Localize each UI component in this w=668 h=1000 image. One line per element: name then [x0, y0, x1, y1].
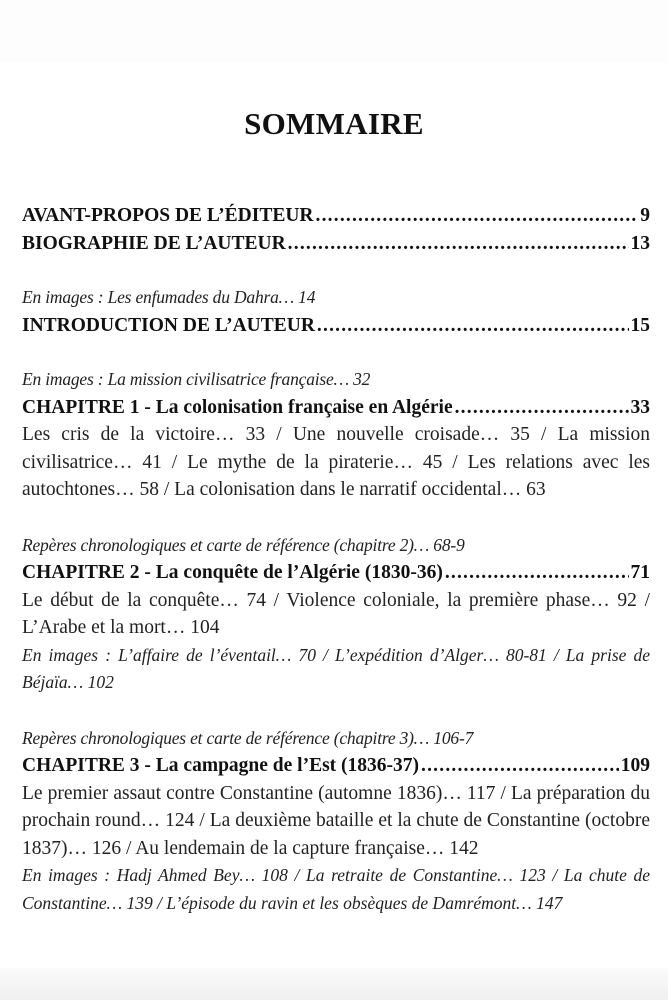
- table-of-contents: [22, 202, 650, 917]
- chapter-1-sections: Les cris de la victoire… 33 / Une nouvelle croisade… 35 / La mission civilisatrice… 41 / Le mythe de la piraterie… 45 / Les relations avec les autochtones… 58 / La colonisation dans le narratif occidental… 63: [22, 424, 650, 500]
- toc-entry-introduction[interactable]: [22, 312, 650, 340]
- toc-page-number: 109: [620, 755, 650, 776]
- toc-entry-avant-propos[interactable]: [22, 202, 650, 230]
- toc-entry-label: BIOGRAPHIE DE L’AUTEUR: [22, 232, 286, 254]
- toc-entry-label: AVANT-PROPOS DE L’ÉDITEUR: [22, 205, 314, 226]
- chapter-3-sections: Le premier assaut contre Constantine (automne 1836)… 117 / La préparation du prochain round… 124 / La deuxième bataille et la chute de Constantine (octobre 1837)… 126 / Au lendemain de la capture française… 142: [22, 782, 650, 859]
- toc-entry-label: CHAPITRE 3 - La campagne de l’Est (1836-37): [22, 755, 420, 776]
- toc-entry-chapitre-2[interactable]: [22, 559, 650, 587]
- toc-page-number: 33: [630, 396, 650, 418]
- toc-entry-chapitre-1[interactable]: [22, 394, 650, 422]
- chapter-2-pre-note: Repères chronologiques et carte de référence (chapitre 2)… 68-9: [22, 534, 465, 555]
- toc-page-number: 13: [630, 232, 650, 254]
- page-title: SOMMAIRE: [244, 106, 424, 141]
- chapter-2-images: En images : L’affaire de l’éventail… 70 / L’expédition d’Alger… 80-81 / La prise de Béjaïa… 102: [22, 644, 650, 692]
- toc-page-number: 9: [640, 205, 650, 226]
- dot-leader: [316, 202, 639, 230]
- toc-entry-chapitre-3[interactable]: [22, 752, 650, 780]
- images-note: En images : Les enfumades du Dahra… 14: [22, 287, 316, 307]
- spacer: [22, 339, 650, 366]
- chapter-2-sections: Le début de la conquête… 74 / Violence coloniale, la première phase… 92 / L’Arabe et la mort… 104: [22, 589, 650, 638]
- dot-leader: [421, 752, 619, 780]
- spacer: [22, 257, 650, 284]
- spacer: [22, 504, 650, 532]
- dot-leader: [288, 230, 629, 258]
- chapter-3-images: En images : Hadj Ahmed Bey… 108 / La retraite de Constantine… 123 / La chute de Constantine… 139 / L’épisode du ravin et les obsèques de Damrémont… 147: [22, 865, 650, 913]
- chapter-1-pre-note: En images : La mission civilisatrice française… 32: [22, 369, 371, 389]
- toc-page-number: 15: [630, 314, 650, 336]
- toc-entry-label: CHAPITRE 2 - La conquête de l’Algérie (1830-36): [22, 562, 443, 583]
- chapter-3-pre-note: Repères chronologiques et carte de référence (chapitre 3)… 106-7: [22, 727, 474, 748]
- dot-leader: [317, 312, 629, 340]
- spacer: [22, 697, 650, 725]
- page-top-margin: [0, 0, 668, 62]
- toc-page-number: 71: [630, 562, 650, 583]
- page-bottom-shadow: [0, 968, 668, 1000]
- toc-entry-biographie[interactable]: [22, 230, 650, 258]
- toc-entry-label: CHAPITRE 1 - La colonisation française en Algérie: [22, 396, 453, 418]
- dot-leader: [445, 559, 629, 587]
- toc-entry-label: INTRODUCTION DE L’AUTEUR: [22, 314, 315, 336]
- dot-leader: [455, 394, 629, 422]
